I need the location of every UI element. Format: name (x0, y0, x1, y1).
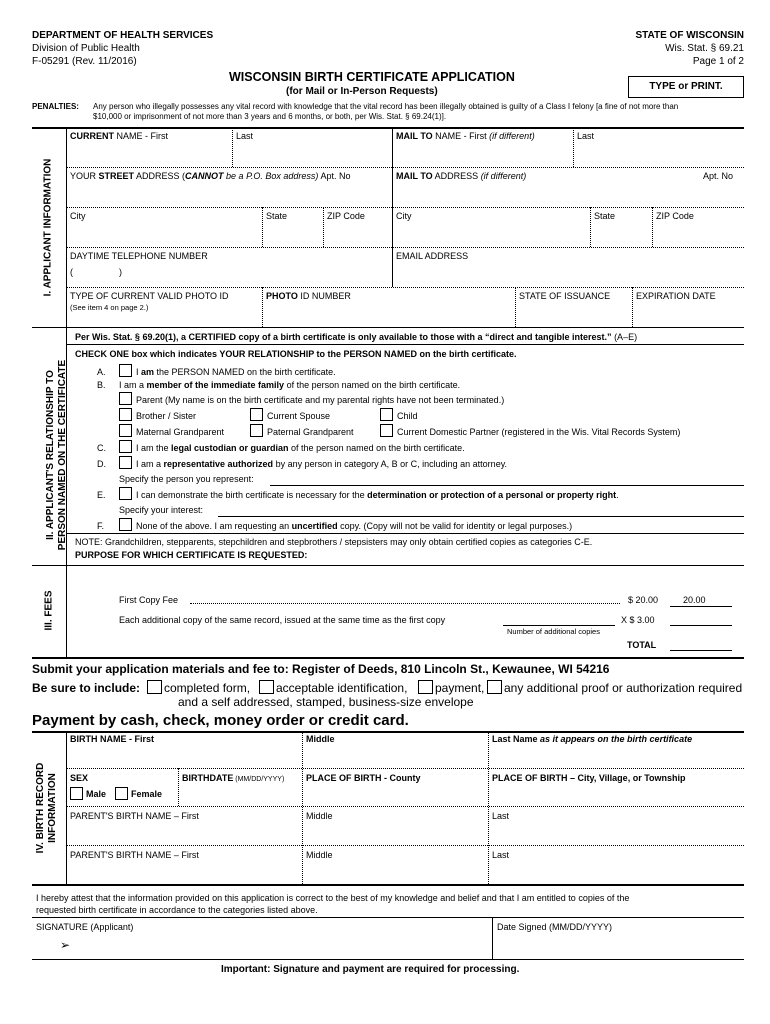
section2-title: II. APPLICANT'S RELATIONSHIP TO PERSON NAMED ON THE CERTIFICATE (45, 359, 68, 551)
parent2-middle-field[interactable] (303, 862, 487, 883)
mail-apt-label: Apt. No (703, 171, 734, 181)
current-name-label: CURRENT NAME - First (70, 131, 168, 141)
option-f-letter: F. (97, 521, 105, 531)
state-issuance-label: STATE OF ISSUANCE (519, 291, 611, 301)
place-county-label: PLACE OF BIRTH - County (306, 773, 421, 783)
mail-city-field[interactable] (393, 224, 589, 246)
paternal-gp-label: Paternal Grandparent (267, 427, 354, 437)
specify-interest-field[interactable] (218, 502, 744, 516)
state-issuance-field[interactable] (516, 304, 631, 326)
birth-last-name-field[interactable] (489, 746, 744, 767)
mail-state-field[interactable] (591, 224, 651, 246)
photo-type-label: TYPE OF CURRENT VALID PHOTO ID (70, 291, 229, 301)
state-field[interactable] (263, 224, 322, 246)
place-city-label: PLACE OF BIRTH – City, Village, or Township (492, 773, 686, 783)
paternal-gp-checkbox[interactable] (250, 424, 263, 437)
mail-to-first-name-field[interactable] (393, 144, 572, 166)
mail-to-last-name-field[interactable] (574, 144, 744, 166)
first-copy-amount: $ 20.00 (628, 595, 659, 605)
middle-label: Middle (306, 734, 335, 744)
option-e-checkbox[interactable] (119, 487, 132, 500)
current-spouse-label: Current Spouse (267, 411, 331, 421)
date-signed-label: Date Signed (MM/DD/YYYY) (497, 922, 613, 932)
option-b-letter: B. (97, 380, 106, 390)
sex-label: SEX (70, 773, 89, 783)
current-first-name-field[interactable] (66, 144, 232, 166)
option-d-letter: D. (97, 459, 106, 469)
child-checkbox[interactable] (380, 408, 393, 421)
total-label: TOTAL (627, 640, 657, 650)
mail-zip-field[interactable] (653, 224, 744, 246)
additional-total-field[interactable] (670, 611, 732, 625)
department-name: DEPARTMENT OF HEALTH SERVICES (32, 30, 214, 41)
birth-first-name-field[interactable] (67, 746, 301, 767)
maternal-gp-checkbox[interactable] (119, 424, 132, 437)
attest-line1: I hereby attest that the information provided on this application is correct to the best of my knowledge and belief and that I am entitled to copies of the (36, 893, 630, 903)
type-or-print: TYPE or PRINT. (649, 81, 723, 92)
male-label: Male (86, 789, 107, 799)
first-copy-value: 20.00 (683, 595, 706, 605)
parent-checkbox[interactable] (119, 392, 132, 405)
last-name-birth-label: Last Name as it appears on the birth certificate (492, 734, 693, 744)
form-subtitle: (for Mail or In-Person Requests) (286, 86, 438, 97)
zip-label: ZIP Code (327, 211, 365, 221)
street-address-field[interactable] (66, 184, 391, 206)
parent2-last-field[interactable] (489, 862, 744, 883)
maternal-gp-label: Maternal Grandparent (136, 427, 225, 437)
phone-open: ( (70, 267, 73, 277)
signature-arrow-icon: ➢ (60, 938, 71, 952)
option-e-letter: E. (97, 490, 106, 500)
parent1-last-field[interactable] (489, 823, 744, 844)
option-c-label: I am the legal custodian or guardian of the person named on the birth certificate. (136, 443, 465, 453)
purpose-field[interactable] (340, 547, 744, 563)
parent1-first-field[interactable] (67, 823, 301, 844)
statute-ref: Wis. Stat. § 69.21 (665, 43, 744, 54)
mail-to-name-label: MAIL TO NAME - First (if different) (396, 131, 535, 141)
option-a-checkbox[interactable] (119, 364, 132, 377)
number-additional-label: Number of additional copies (507, 627, 600, 636)
division-name: Division of Public Health (32, 43, 140, 54)
state-name: STATE OF WISCONSIN (635, 30, 744, 41)
brother-sister-label: Brother / Sister (136, 411, 197, 421)
submit-instructions: Submit your application materials and fee to: Register of Deeds, 810 Lincoln St., Kewaunee, WI 54216 (32, 662, 610, 676)
date-signed-field[interactable] (495, 934, 744, 956)
parent2-last-label: Last (492, 850, 510, 860)
photo-type-field[interactable] (66, 313, 261, 326)
mail-last-label: Last (577, 131, 595, 141)
parent-label: Parent (My name is on the birth certificate and my parental rights have not been terminated.) (136, 395, 505, 405)
additional-proof-checkbox[interactable] (487, 680, 502, 694)
completed-form-checkbox[interactable] (147, 680, 162, 694)
domestic-partner-checkbox[interactable] (380, 424, 393, 437)
section4-title: IV. BIRTH RECORD INFORMATION (35, 762, 58, 854)
additional-copies-label: Each additional copy of the same record, issued at the same time as the first copy (119, 615, 446, 625)
penalties-label: PENALTIES: (32, 102, 79, 111)
street-address-label: YOUR STREET ADDRESS (CANNOT be a P.O. Box address) Apt. No (70, 171, 351, 181)
mail-address-field[interactable] (393, 184, 744, 206)
specify-interest-label: Specify your interest: (119, 505, 204, 515)
parent1-last-label: Last (492, 811, 510, 821)
option-a-label: I am the PERSON NAMED on the birth certificate. (136, 367, 336, 377)
signature-field[interactable] (78, 934, 488, 956)
female-checkbox[interactable] (115, 787, 128, 800)
option-e-label: I can demonstrate the birth certificate is necessary for the determination or protection of a personal or property right. (136, 490, 619, 500)
photo-note: (See item 4 on page 2.) (70, 303, 149, 312)
page-number: Page 1 of 2 (692, 56, 744, 67)
current-spouse-checkbox[interactable] (250, 408, 263, 421)
option-f-checkbox[interactable] (119, 518, 132, 531)
domestic-partner-label: Current Domestic Partner (registered in the Wis. Vital Records System) (397, 427, 681, 437)
statute-interest: Per Wis. Stat. § 69.20(1), a CERTIFIED copy of a birth certificate is only available to those with a “direct and tangible interest.” (A–E) (75, 332, 638, 342)
total-field[interactable] (670, 636, 732, 650)
zip-field[interactable] (324, 224, 391, 246)
purpose-label: PURPOSE FOR WHICH CERTIFICATE IS REQUESTED: (75, 550, 308, 560)
penalties-line1: Any person who illegally possesses any vital record with knowledge that the vital record has been illegally obtained is guilty of a Class I felony [a fine of not more than (93, 102, 679, 111)
phone-label: DAYTIME TELEPHONE NUMBER (70, 251, 208, 261)
payment-methods: Payment by cash, check, money order or credit card. (32, 712, 409, 729)
expiration-label: EXPIRATION DATE (636, 291, 716, 301)
parent2-middle-label: Middle (306, 850, 333, 860)
grandchildren-note: NOTE: Grandchildren, stepparents, stepchildren and stepbrothers / stepsisters may only obtain certified copies as categories C-E. (75, 537, 593, 547)
option-f-label: None of the above. I am requesting an uncertified copy. (Copy will not be valid for identity or legal purposes.) (136, 521, 573, 531)
option-c-checkbox[interactable] (119, 440, 132, 453)
section1-title: I. APPLICANT INFORMATION (42, 158, 54, 297)
option-a-letter: A. (97, 367, 106, 377)
check-one-instruction: CHECK ONE box which indicates YOUR RELATIONSHIP to the PERSON NAMED on the birth certificate. (75, 349, 517, 359)
birthdate-label: BIRTHDATE (MM/DD/YYYY) (182, 773, 285, 783)
city-field[interactable] (66, 224, 261, 246)
identification-checkbox[interactable] (259, 680, 274, 694)
section3-title: III. FEES (43, 590, 55, 631)
specify-person-label: Specify the person you represent: (119, 474, 254, 484)
option-c-letter: C. (97, 443, 106, 453)
birthdate-field[interactable] (179, 785, 301, 805)
penalties-line2: $10,000 or imprisonment of not more than 3 years and 6 months, or both, per Wis. Stat. § 69.24(1)]. (93, 112, 447, 121)
payment-label: payment, (435, 681, 485, 695)
identification-label: acceptable identification, (276, 681, 408, 695)
additional-copies-field[interactable] (503, 611, 615, 625)
parent2-first-field[interactable] (67, 862, 301, 883)
child-label: Child (397, 411, 418, 421)
parent2-first-label: PARENT'S BIRTH NAME – First (70, 850, 199, 860)
form-number: F-05291 (Rev. 11/2016) (32, 56, 137, 67)
mail-state-label: State (594, 211, 616, 221)
current-last-name-field[interactable] (233, 144, 391, 166)
birth-name-label: BIRTH NAME - First (70, 734, 154, 744)
male-checkbox[interactable] (70, 787, 83, 800)
attest-line2: requested birth certificate in accordance to the categories listed above. (36, 905, 318, 915)
important-note: Important: Signature and payment are required for processing. (221, 964, 520, 975)
email-field[interactable] (393, 264, 744, 286)
place-county-field[interactable] (303, 785, 487, 805)
email-label: EMAIL ADDRESS (396, 251, 469, 261)
option-d-label: I am a representative authorized by any person in category A, B or C, including an attorney. (136, 459, 508, 469)
first-copy-label: First Copy Fee (119, 595, 179, 605)
option-b-label: I am a member of the immediate family of the person named on the birth certificate. (119, 380, 461, 390)
form-title: WISCONSIN BIRTH CERTIFICATE APPLICATION (229, 70, 515, 84)
parent1-middle-label: Middle (306, 811, 333, 821)
payment-checkbox[interactable] (418, 680, 433, 694)
additional-amount: X $ 3.00 (621, 615, 655, 625)
city-label: City (70, 211, 86, 221)
type-or-print-box (628, 76, 744, 98)
mail-city-label: City (396, 211, 412, 221)
birth-middle-name-field[interactable] (303, 746, 487, 767)
photo-id-field[interactable] (263, 304, 514, 326)
last-name-label: Last (236, 131, 254, 141)
signature-label: SIGNATURE (Applicant) (36, 922, 134, 932)
mail-address-label: MAIL TO ADDRESS (if different) (396, 171, 527, 181)
completed-form-label: completed form, (164, 681, 251, 695)
brother-sister-checkbox[interactable] (119, 408, 132, 421)
parent1-first-label: PARENT'S BIRTH NAME – First (70, 811, 199, 821)
expiration-field[interactable] (633, 304, 744, 326)
additional-proof-label: any additional proof or authorization required (504, 681, 743, 695)
specify-person-field[interactable] (270, 471, 744, 485)
mail-zip-label: ZIP Code (656, 211, 694, 221)
phone-field[interactable] (66, 264, 391, 286)
envelope-note: and a self addressed, stamped, business-size envelope (178, 695, 474, 709)
state-label: State (266, 211, 288, 221)
place-city-field[interactable] (489, 785, 744, 805)
female-label: Female (131, 789, 163, 799)
photo-id-label: PHOTO ID NUMBER (266, 291, 351, 301)
include-label: Be sure to include: (32, 681, 141, 695)
phone-close: ) (119, 267, 122, 277)
parent1-middle-field[interactable] (303, 823, 487, 844)
option-d-checkbox[interactable] (119, 456, 132, 469)
